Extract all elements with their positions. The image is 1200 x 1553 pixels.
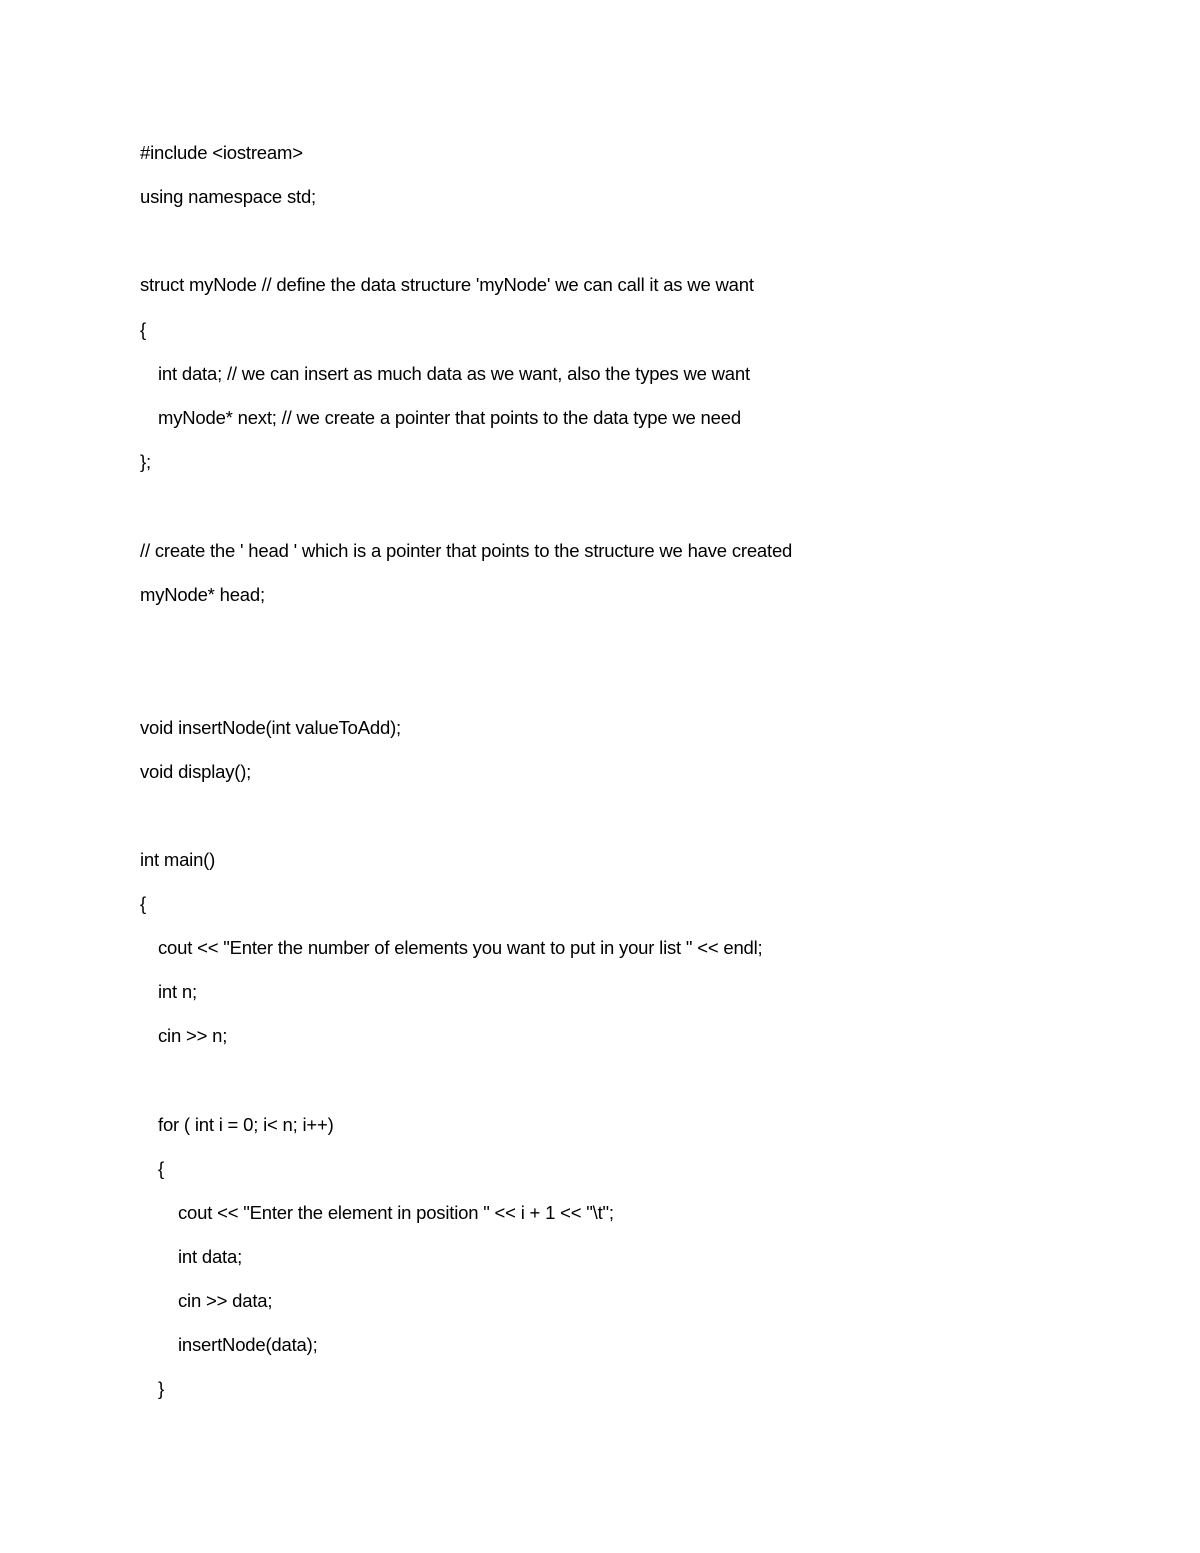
code-line-cin-n: cin >> n; — [158, 1025, 228, 1046]
code-line-insert-call: insertNode(data); — [178, 1334, 318, 1355]
code-line-struct-data: int data; // we can insert as much data as we want, also the types we want — [158, 363, 750, 384]
code-line-int-n: int n; — [158, 981, 197, 1002]
code-line-cout-prompt: cout << "Enter the number of elements you want to put in your list " << endl; — [158, 937, 763, 958]
code-line-insert-proto: void insertNode(int valueToAdd); — [140, 717, 401, 738]
code-line-main: int main() — [140, 849, 216, 870]
code-line-main-open: { — [140, 893, 146, 914]
code-line-for: for ( int i = 0; i< n; i++) — [158, 1114, 334, 1135]
code-line-namespace: using namespace std; — [140, 186, 316, 207]
code-line-int-data: int data; — [178, 1246, 243, 1267]
code-line-for-open: { — [158, 1158, 164, 1179]
code-line-struct-open: { — [140, 319, 146, 340]
code-line-cin-data: cin >> data; — [178, 1290, 273, 1311]
code-line-for-close: } — [158, 1378, 164, 1399]
code-line-display-proto: void display(); — [140, 761, 252, 782]
code-line-struct-next: myNode* next; // we create a pointer that points to the data type we need — [158, 407, 741, 428]
code-line-struct: struct myNode // define the data structure 'myNode' we can call it as we want — [140, 274, 754, 295]
code-line-head-comment: // create the ' head ' which is a pointer that points to the structure we have created — [140, 540, 793, 561]
code-line-include: #include <iostream> — [140, 142, 303, 163]
code-line-head: myNode* head; — [140, 584, 265, 605]
code-line-struct-close: }; — [140, 451, 151, 472]
code-line-cout-element: cout << "Enter the element in position " << i + 1 << "\t"; — [178, 1202, 614, 1223]
